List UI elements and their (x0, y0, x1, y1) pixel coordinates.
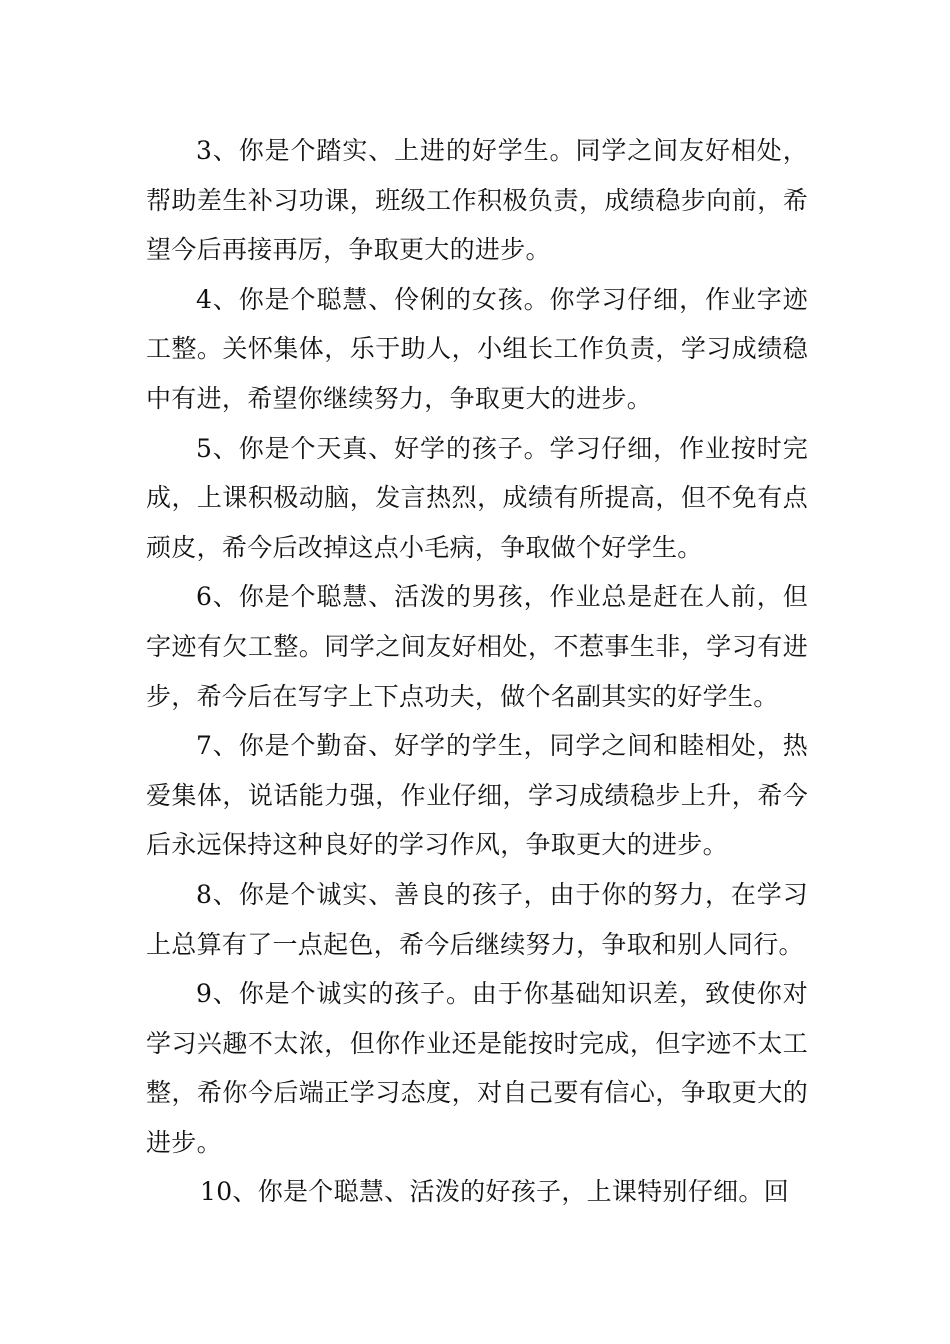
paragraph-3: 3、你是个踏实、上进的好学生。同学之间友好相处，帮助差生补习功课，班级工作积极负责，成绩稳步向前，希望今后再接再厉，争取更大的进步。 (146, 136, 808, 265)
paragraph-10: 10、你是个聪慧、活泼的好孩子，上课特别仔细。回 (200, 1177, 790, 1207)
paragraph-6: 6、你是个聪慧、活泼的男孩，作业总是赶在人前，但字迹有欠工整。同学之间友好相处，不惹事生非，学习有进步，希今后在写字上下点功夫，做个名副其实的好学生。 (146, 582, 808, 711)
paragraph-4: 4、你是个聪慧、伶俐的女孩。你学习仔细，作业字迹工整。关怀集体，乐于助人，小组长工作负责，学习成绩稳中有进，希望你继续努力，争取更大的进步。 (146, 284, 808, 413)
paragraph-5: 5、你是个天真、好学的孩子。学习仔细，作业按时完成，上课积极动脑，发言热烈，成绩有所提高，但不免有点顽皮，希今后改掉这点小毛病，争取做个好学生。 (146, 433, 808, 562)
paragraph-7: 7、你是个勤奋、好学的学生，同学之间和睦相处，热爱集体，说话能力强，作业仔细，学习成绩稳步上升，希今后永远保持这种良好的学习作风，争取更大的进步。 (146, 731, 808, 860)
paragraph-9: 9、你是个诚实的孩子。由于你基础知识差，致使你对学习兴趣不太浓，但你作业还是能按时完成，但字迹不太工整，希你今后端正学习态度，对自己要有信心，争取更大的进步。 (146, 979, 808, 1157)
document-body (146, 126, 808, 1217)
paragraph-8: 8、你是个诚实、善良的孩子，由于你的努力，在学习上总算有了一点起色，希今后继续努力，争取和别人同行。 (146, 879, 808, 959)
